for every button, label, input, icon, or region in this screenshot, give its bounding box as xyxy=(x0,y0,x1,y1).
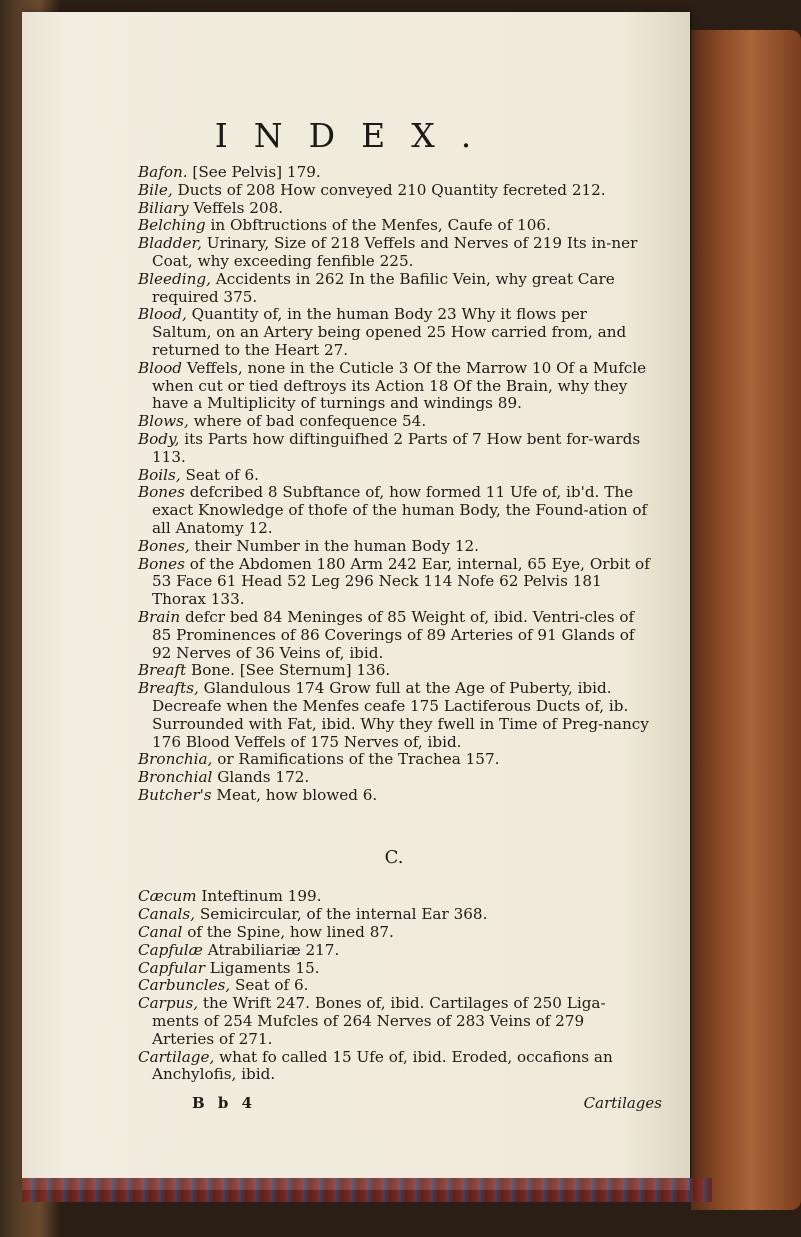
index-entry xyxy=(138,271,650,307)
entry-text: Seat of 6. xyxy=(230,976,309,995)
index-entry xyxy=(138,977,650,995)
index-entry xyxy=(138,680,650,751)
entry-text: Inteftinum 199. xyxy=(196,887,322,906)
entry-headword: Butcher's xyxy=(138,785,212,804)
entry-headword: Bones xyxy=(138,483,185,502)
entry-headword: Brain xyxy=(138,607,181,626)
index-entry xyxy=(138,235,650,271)
entry-headword: Carbuncles, xyxy=(138,976,231,995)
entry-text: Veffels 208. xyxy=(188,198,284,217)
entry-text: Glandulous 174 Grow full at the Age of Puberty, ibid. Decreafe when the Menfes ceafe 175 Lactiferous Ducts of, ib. Surrounded with Fat, ibid. Why they fwell in Time of Preg-nancy 176 Blood Veffels of 175 Nerves of, ibid. xyxy=(152,679,649,751)
index-entry xyxy=(138,751,650,769)
page-edge-band xyxy=(22,1178,712,1202)
entry-headword: Bones, xyxy=(138,536,190,555)
book-cover-edge xyxy=(691,30,801,1210)
entry-text: Glands 172. xyxy=(212,768,310,787)
entry-text: Atrabiliariæ 217. xyxy=(202,940,340,959)
entry-headword: Capfular xyxy=(138,958,205,977)
entry-text: Veffels, none in the Cuticle 3 Of the Marrow 10 Of a Mufcle when cut or tied deftroys its Action 18 Of the Brain, why they have a Multiplicity of turnings and windings 89. xyxy=(152,358,647,413)
entry-headword: Bleeding, xyxy=(138,269,211,288)
index-entry xyxy=(138,306,650,359)
entry-text: in Obftructions of the Menfes, Caufe of 106. xyxy=(205,216,551,235)
entry-text: Semicircular, of the internal Ear 368. xyxy=(195,905,488,924)
index-entry xyxy=(138,484,650,537)
book-page xyxy=(22,12,690,1190)
signature-mark: B b 4 xyxy=(192,1094,257,1112)
entry-headword: Bafon. xyxy=(138,163,188,181)
index-entry xyxy=(138,200,650,218)
section-letter-c: C. xyxy=(384,846,404,868)
index-entry xyxy=(138,769,650,787)
entry-headword: Bronchial xyxy=(138,768,213,787)
entry-headword: Cartilage, xyxy=(138,1047,215,1066)
index-entry xyxy=(138,942,650,960)
entry-headword: Cæcum xyxy=(138,887,197,906)
entry-headword: Capfulæ xyxy=(138,940,203,959)
index-entry xyxy=(138,609,650,662)
entry-headword: Boils, xyxy=(138,465,181,484)
entry-headword: Canals, xyxy=(138,905,195,924)
page-header: INDEX. xyxy=(214,116,498,155)
entry-text: [See Pelvis] 179. xyxy=(187,163,321,181)
entry-text: Meat, how blowed 6. xyxy=(211,785,378,804)
entry-headword: Belching xyxy=(138,216,206,235)
entry-text: Seat of 6. xyxy=(180,465,259,484)
entry-text: Bone. [See Sternum] 136. xyxy=(186,661,391,680)
index-entry xyxy=(138,467,650,485)
entry-headword: Bronchia, xyxy=(138,750,213,769)
entry-text: their Number in the human Body 12. xyxy=(189,536,479,555)
entry-text: Ducts of 208 How conveyed 210 Quantity fecreted 212. xyxy=(172,180,606,199)
entry-headword: Breafts, xyxy=(138,679,199,698)
index-entry xyxy=(138,413,650,431)
entry-headword: Blows, xyxy=(138,412,189,431)
entry-text: Accidents in 262 In the Bafilic Vein, why great Care required 375. xyxy=(152,269,615,306)
entry-text: the Wrift 247. Bones of, ibid. Cartilages of 250 Liga-ments of 254 Mufcles of 264 Nerves of 283 Veins of 279 Arteries of 271. xyxy=(152,994,606,1048)
index-entry xyxy=(138,995,650,1048)
index-entry xyxy=(138,1049,650,1085)
entry-text: of the Spine, how lined 87. xyxy=(182,923,394,942)
index-entry xyxy=(138,924,650,942)
entry-headword: Breaft xyxy=(138,661,187,680)
index-entry xyxy=(138,360,650,413)
entry-text: its Parts how diftinguifhed 2 Parts of 7 How bent for-wards 113. xyxy=(152,429,641,466)
entries-c xyxy=(138,888,650,1084)
entry-text: what fo called 15 Ufe of, ibid. Eroded, occafions an Anchylofis, ibid. xyxy=(152,1047,613,1084)
index-entry xyxy=(138,182,650,200)
index-entry xyxy=(138,556,650,609)
index-entry xyxy=(138,662,650,680)
entry-text: Quantity of, in the human Body 23 Why it flows per Saltum, on an Artery being opened 25 How carried from, and returned to the Heart 27. xyxy=(152,305,627,359)
index-entry xyxy=(138,431,650,467)
entries-b xyxy=(138,164,650,805)
entry-headword: Body, xyxy=(138,429,180,448)
entry-headword: Blood, xyxy=(138,305,187,324)
page-footer xyxy=(192,1094,662,1116)
entry-text: defcr bed 84 Meninges of 85 Weight of, ibid. Ventri-cles of 85 Prominences of 86 Coverings of 89 Arteries of 91 Glands of 92 Nerves of 36 Veins of, ibid. xyxy=(152,607,635,662)
entry-text: Urinary, Size of 218 Veffels and Nerves of 219 Its in-ner Coat, why exceeding fenfible 225. xyxy=(152,234,638,270)
index-entry xyxy=(138,888,650,906)
index-content xyxy=(138,164,650,1084)
entry-text: where of bad confequence 54. xyxy=(188,412,427,431)
entry-text: defcribed 8 Subftance of, how formed 11 Ufe of, ib'd. The exact Knowledge of thofe of the human Body, the Found-ation of all Anatomy 12. xyxy=(152,483,648,537)
index-entry xyxy=(138,960,650,978)
entry-headword: Blood xyxy=(138,358,183,377)
entry-headword: Bladder, xyxy=(138,234,202,253)
catchword: Cartilages xyxy=(583,1094,662,1112)
index-entry xyxy=(138,164,650,182)
index-entry xyxy=(138,787,650,805)
index-entry xyxy=(138,217,650,235)
entry-headword: Carpus, xyxy=(138,994,199,1013)
entry-text: of the Abdomen 180 Arm 242 Ear, internal, 65 Eye, Orbit of 53 Face 61 Head 52 Leg 296 Neck 114 Nofe 62 Pelvis 181 Thorax 133. xyxy=(152,554,650,609)
entry-text: Ligaments 15. xyxy=(204,958,320,977)
entry-text: or Ramifications of the Trachea 157. xyxy=(212,750,500,769)
entry-headword: Canal xyxy=(138,923,183,942)
index-entry xyxy=(138,538,650,556)
entry-headword: Bile, xyxy=(138,180,173,199)
entry-headword: Bones xyxy=(138,554,185,573)
index-entry xyxy=(138,906,650,924)
entry-headword: Biliary xyxy=(138,198,189,217)
